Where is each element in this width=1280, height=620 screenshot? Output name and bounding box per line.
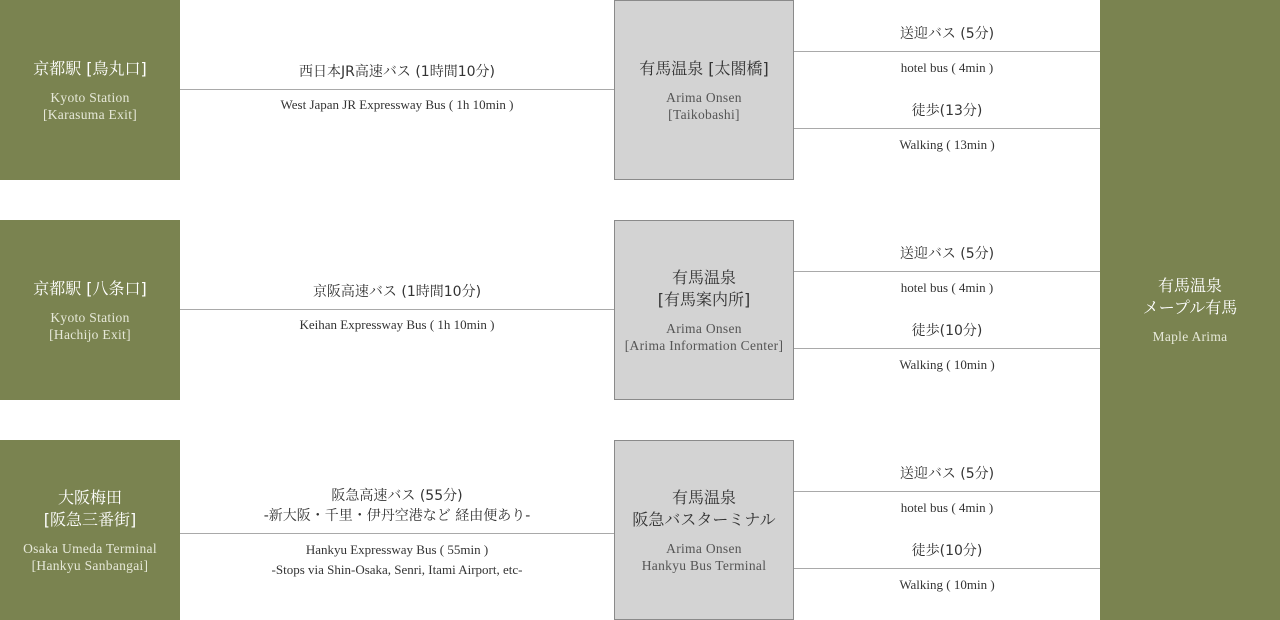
bus-label-jp: 西日本JR高速バス (1時間10分): [299, 64, 495, 80]
stop-name-jp: 有馬温泉 [太閤橋]: [639, 58, 769, 78]
origin-name-jp: 京都駅 [八条口]: [33, 278, 147, 298]
origin-name-en: Osaka Umeda Terminal [Hankyu Sanbangai]: [23, 540, 157, 573]
origin-osaka-umeda: [0, 440, 180, 620]
walking-label-en: Walking ( 10min ): [899, 577, 995, 592]
origin-kyoto-karasuma: [0, 0, 180, 180]
hotel-bus-label-jp: 送迎バス (5分): [899, 466, 995, 482]
bus-connector-line: [180, 309, 614, 310]
destination-name-en: Maple Arima: [1152, 329, 1228, 344]
bus-label-en: West Japan JR Expressway Bus ( 1h 10min ): [280, 97, 514, 112]
hotel-bus-label-en: hotel bus ( 4min ): [900, 60, 994, 75]
bus-label-en: Hankyu Expressway Bus ( 55min ) -Stops via Shin-Osaka, Senri, Itami Airport, etc-: [271, 542, 523, 577]
bus-label-en: Keihan Expressway Bus ( 1h 10min ): [299, 317, 495, 332]
walking-label-jp: 徒歩(10分): [911, 323, 983, 339]
hotel-bus-label-jp: 送迎バス (5分): [899, 26, 995, 42]
walking-connector-line: [794, 568, 1100, 569]
hotel-bus-connector-line: [794, 271, 1100, 272]
hotel-bus-label-en: hotel bus ( 4min ): [900, 500, 994, 515]
walking-label-jp: 徒歩(13分): [911, 103, 983, 119]
hotel-bus-label-jp: 送迎バス (5分): [899, 246, 995, 262]
origin-name-en: Kyoto Station [Hachijo Exit]: [49, 309, 131, 342]
walking-label-en: Walking ( 10min ): [899, 357, 995, 372]
stop-name-en: Arima Onsen [Taikobashi]: [666, 89, 742, 122]
walking-connector-line: [794, 128, 1100, 129]
stop-name-en: Arima Onsen Hankyu Bus Terminal: [641, 540, 767, 573]
hotel-bus-connector-line: [794, 51, 1100, 52]
stop-name-jp: 有馬温泉 阪急バスターミナル: [632, 487, 776, 529]
stop-name-en: Arima Onsen [Arima Information Center]: [624, 320, 784, 353]
bus-label-jp: 京阪高速バス (1時間10分): [312, 284, 482, 300]
origin-kyoto-hachijo: [0, 220, 180, 400]
destination-name-jp: 有馬温泉 メープル有馬: [1142, 276, 1238, 317]
bus-connector-line: [180, 533, 614, 534]
origin-name-jp: 京都駅 [鳥丸口]: [33, 58, 147, 78]
destination-maple-arima: [1100, 0, 1280, 620]
hotel-bus-label-en: hotel bus ( 4min ): [900, 280, 994, 295]
walking-label-jp: 徒歩(10分): [911, 543, 983, 559]
stop-arima-taikobashi: [614, 0, 794, 180]
bus-label-jp: 阪急高速バス (55分) -新大阪・千里・伊丹空港など 経由便あり-: [263, 488, 531, 524]
walking-connector-line: [794, 348, 1100, 349]
walking-label-en: Walking ( 13min ): [899, 137, 995, 152]
stop-arima-information-center: [614, 220, 794, 400]
stop-hankyu-bus-terminal: [614, 440, 794, 620]
origin-name-en: Kyoto Station [Karasuma Exit]: [42, 89, 138, 122]
bus-connector-line: [180, 89, 614, 90]
stop-name-jp: 有馬温泉 [有馬案内所]: [657, 267, 751, 309]
origin-name-jp: 大阪梅田 [阪急三番街]: [43, 487, 137, 529]
hotel-bus-connector-line: [794, 491, 1100, 492]
